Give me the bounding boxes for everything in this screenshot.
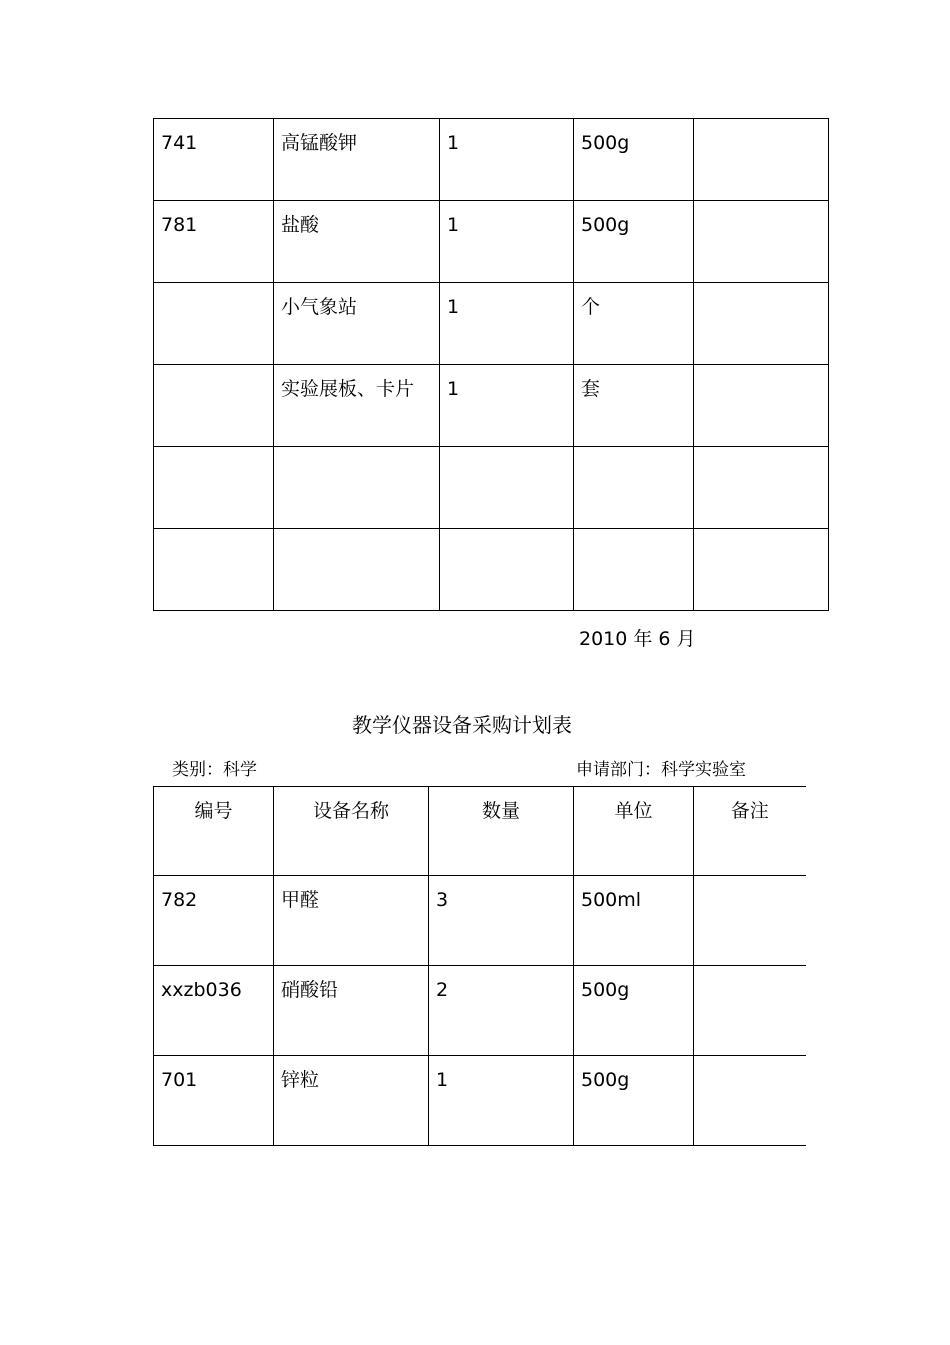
table-row bbox=[154, 119, 829, 201]
cell-number: 701 bbox=[154, 1056, 274, 1146]
department-label: 申请部门：科学实验室 bbox=[576, 760, 746, 780]
cell-remarks bbox=[694, 283, 829, 365]
cell-unit: 个 bbox=[574, 283, 694, 365]
cell-number bbox=[154, 447, 274, 529]
header-remarks: 备注 bbox=[694, 787, 806, 876]
table-row bbox=[154, 447, 829, 529]
cell-unit: 套 bbox=[574, 365, 694, 447]
cell-number: 781 bbox=[154, 201, 274, 283]
cell-number: 782 bbox=[154, 876, 274, 966]
header-unit: 单位 bbox=[574, 787, 694, 876]
cell-quantity bbox=[440, 447, 574, 529]
cell-number: xxzb036 bbox=[154, 966, 274, 1056]
date-line: 2010 年 6 月 bbox=[579, 628, 696, 650]
cell-remarks bbox=[694, 201, 829, 283]
cell-unit bbox=[574, 447, 694, 529]
cell-number: 741 bbox=[154, 119, 274, 201]
cell-quantity: 1 bbox=[440, 283, 574, 365]
procurement-plan-table bbox=[153, 786, 806, 1146]
category-label: 类别：科学 bbox=[172, 760, 257, 780]
cell-remarks bbox=[694, 1056, 806, 1146]
cell-remarks bbox=[694, 876, 806, 966]
cell-remarks bbox=[694, 966, 806, 1056]
cell-quantity: 1 bbox=[440, 365, 574, 447]
cell-remarks bbox=[694, 447, 829, 529]
table-row bbox=[154, 966, 806, 1056]
header-number: 编号 bbox=[154, 787, 274, 876]
cell-quantity: 3 bbox=[429, 876, 574, 966]
cell-equipment-name bbox=[274, 447, 440, 529]
table-row bbox=[154, 529, 829, 611]
cell-equipment-name: 高锰酸钾 bbox=[274, 119, 440, 201]
table-row bbox=[154, 876, 806, 966]
header-equipment-name: 设备名称 bbox=[274, 787, 429, 876]
cell-number bbox=[154, 283, 274, 365]
cell-unit: 500ml bbox=[574, 876, 694, 966]
cell-equipment-name: 盐酸 bbox=[274, 201, 440, 283]
cell-quantity: 1 bbox=[440, 119, 574, 201]
equipment-table-continued bbox=[153, 118, 829, 611]
table-row bbox=[154, 1056, 806, 1146]
cell-equipment-name: 锌粒 bbox=[274, 1056, 429, 1146]
cell-unit: 500g bbox=[574, 201, 694, 283]
table-row bbox=[154, 201, 829, 283]
cell-quantity: 2 bbox=[429, 966, 574, 1056]
document-title: 教学仪器设备采购计划表 bbox=[352, 713, 572, 737]
cell-equipment-name: 甲醛 bbox=[274, 876, 429, 966]
cell-equipment-name bbox=[274, 529, 440, 611]
cell-unit: 500g bbox=[574, 119, 694, 201]
cell-remarks bbox=[694, 365, 829, 447]
cell-unit: 500g bbox=[574, 966, 694, 1056]
cell-quantity bbox=[440, 529, 574, 611]
table-header-row bbox=[154, 787, 806, 876]
cell-quantity: 1 bbox=[429, 1056, 574, 1146]
cell-unit bbox=[574, 529, 694, 611]
cell-number bbox=[154, 365, 274, 447]
header-quantity: 数量 bbox=[429, 787, 574, 876]
cell-number bbox=[154, 529, 274, 611]
cell-remarks bbox=[694, 529, 829, 611]
table-row bbox=[154, 283, 829, 365]
cell-unit: 500g bbox=[574, 1056, 694, 1146]
table-row bbox=[154, 365, 829, 447]
cell-remarks bbox=[694, 119, 829, 201]
cell-equipment-name: 实验展板、卡片 bbox=[274, 365, 440, 447]
cell-equipment-name: 硝酸铅 bbox=[274, 966, 429, 1056]
cell-quantity: 1 bbox=[440, 201, 574, 283]
cell-equipment-name: 小气象站 bbox=[274, 283, 440, 365]
